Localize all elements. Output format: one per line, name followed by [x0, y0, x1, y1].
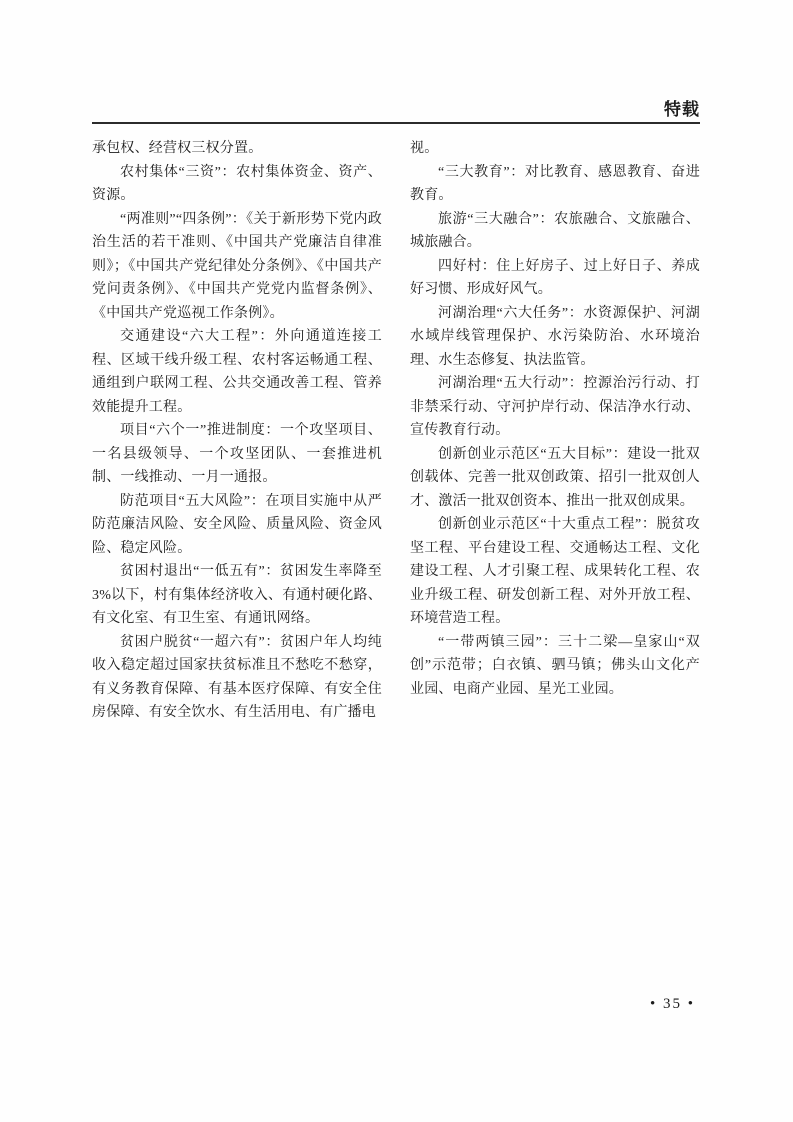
paragraph: “一带两镇三园”：三十二梁—皇家山“双创”示范带；白衣镇、驷马镇；佛头山文化产业园、电商产业园、星光工业园。 — [410, 634, 700, 697]
paragraph: 贫困户脱贫“一超六有”：贫困户年人均纯收入稳定超过国家扶贫标准且不愁吃不愁穿，有义务教育保障、有基本医疗保障、有安全住房保障、有安全饮水、有生活用电、有广播电 — [92, 634, 382, 720]
paragraph: 防范项目“五大风险”：在项目实施中从严防范廉洁风险、安全风险、质量风险、资金风险、稳定风险。 — [92, 493, 382, 556]
paragraph: 旅游“三大融合”：农旅融合、文旅融合、城旅融合。 — [410, 211, 700, 250]
paragraph: 创新创业示范区“五大目标”：建设一批双创载体、完善一批双创政策、招引一批双创人才、激活一批双创资本、推出一批双创成果。 — [410, 446, 700, 509]
page-number: • 35 • — [649, 996, 695, 1012]
paragraph: 河湖治理“六大任务”：水资源保护、河湖水域岸线管理保护、水污染防治、水环境治理、水生态修复、执法监管。 — [410, 305, 700, 368]
left-column — [92, 137, 382, 725]
paragraph: 承包权、经营权三权分置。 — [92, 141, 263, 156]
paragraph: 农村集体“三资”：农村集体资金、资产、资源。 — [92, 164, 382, 203]
page-body — [92, 137, 700, 725]
running-head — [92, 101, 700, 120]
paragraph: 视。 — [410, 141, 439, 156]
paragraph: 四好村：住上好房子、过上好日子、养成好习惯、形成好风气。 — [410, 258, 700, 297]
header-rule — [92, 122, 700, 124]
paragraph: “两准则”“四条例”：《关于新形势下党内政治生活的若干准则、《中国共产党廉洁自律准则》；《中国共产党纪律处分条例》、《中国共产党问责条例》、《中国共产党党内监督条例》、《中国共产党巡视工作条例》。 — [92, 211, 382, 321]
paragraph: 河湖治理“五大行动”：控源治污行动、打非禁采行动、守河护岸行动、保洁净水行动、宣传教育行动。 — [410, 376, 700, 438]
right-column — [410, 137, 700, 725]
paragraph: 创新创业示范区“十大重点工程”：脱贫攻坚工程、平台建设工程、交通畅达工程、文化建设工程、人才引聚工程、成果转化工程、农业升级工程、研发创新工程、对外开放工程、环境营造工程。 — [410, 517, 700, 626]
paragraph: 贫困村退出“一低五有”：贫困发生率降至3%以下，村有集体经济收入、有通村硬化路、有文化室、有卫生室、有通讯网络。 — [92, 564, 382, 626]
page-header-title: 特载 — [664, 100, 700, 119]
paragraph: 交通建设“六大工程”：外向通道连接工程、区域干线升级工程、农村客运畅通工程、通组到户联网工程、公共交通改善工程、管养效能提升工程。 — [92, 329, 382, 415]
paragraph: “三大教育”：对比教育、感恩教育、奋进教育。 — [410, 164, 700, 203]
paragraph: 项目“六个一”推进制度：一个攻坚项目、一名县级领导、一个攻坚团队、一套推进机制、一线推动、一月一通报。 — [92, 423, 382, 485]
